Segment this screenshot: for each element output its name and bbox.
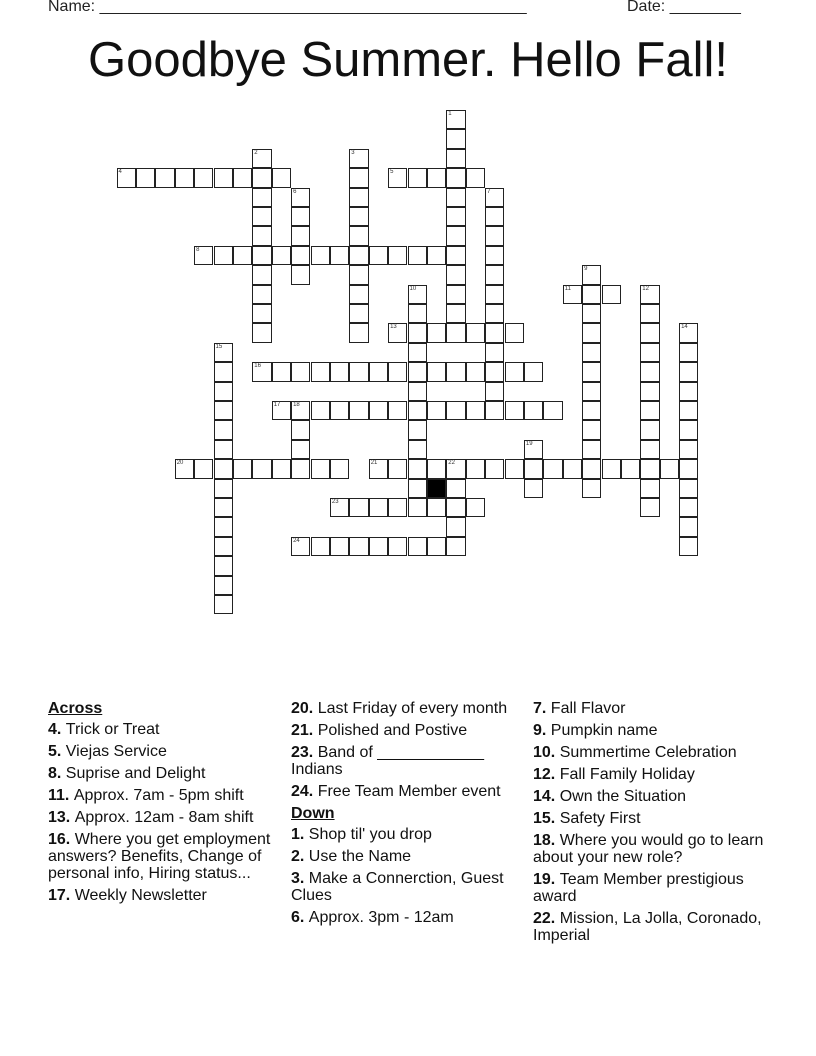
- grid-cell[interactable]: [408, 479, 427, 498]
- grid-cell[interactable]: [388, 498, 407, 517]
- grid-cell[interactable]: [252, 226, 271, 245]
- grid-cell[interactable]: [640, 498, 659, 517]
- grid-cell[interactable]: [427, 323, 446, 342]
- grid-cell[interactable]: [446, 537, 465, 556]
- grid-cell[interactable]: [291, 265, 310, 284]
- grid-cell[interactable]: [543, 459, 562, 478]
- grid-cell[interactable]: [214, 479, 233, 498]
- grid-cell[interactable]: [640, 304, 659, 323]
- page-title: Goodbye Summer. Hello Fall!: [88, 33, 728, 87]
- grid-cell[interactable]: [214, 595, 233, 614]
- clue-item: 22. Mission, La Jolla, Coronado, Imperial: [533, 910, 762, 944]
- grid-cell[interactable]: [446, 129, 465, 148]
- grid-cell[interactable]: [582, 382, 601, 401]
- grid-cell[interactable]: [485, 401, 504, 420]
- grid-cell[interactable]: [466, 459, 485, 478]
- cell-number: 17: [273, 402, 281, 408]
- clue-item: 14. Own the Situation: [533, 788, 686, 805]
- grid-cell[interactable]: [640, 285, 659, 304]
- grid-cell[interactable]: [446, 479, 465, 498]
- grid-cell[interactable]: [349, 265, 368, 284]
- grid-cell[interactable]: [272, 168, 291, 187]
- date-field-label: Date: ________: [627, 0, 741, 15]
- grid-cell[interactable]: [505, 459, 524, 478]
- grid-cell[interactable]: [408, 382, 427, 401]
- cell-number: 15: [215, 343, 223, 350]
- grid-cell[interactable]: [485, 265, 504, 284]
- grid-cell[interactable]: [408, 537, 427, 556]
- grid-cell[interactable]: [679, 323, 698, 342]
- grid-cell[interactable]: [214, 168, 233, 187]
- cell-number: 6: [293, 188, 297, 195]
- grid-cell[interactable]: [291, 226, 310, 245]
- grid-cell[interactable]: [485, 188, 504, 207]
- grid-cell[interactable]: [252, 246, 271, 265]
- clue-item: 1. Shop til' you drop: [291, 826, 432, 843]
- grid-cell[interactable]: [485, 343, 504, 362]
- grid-cell[interactable]: [446, 323, 465, 342]
- grid-cell[interactable]: [233, 246, 252, 265]
- grid-cell[interactable]: [408, 459, 427, 478]
- grid-cell[interactable]: [369, 498, 388, 517]
- grid-cell[interactable]: [485, 323, 504, 342]
- grid-cell[interactable]: [427, 168, 446, 187]
- grid-cell[interactable]: [505, 362, 524, 381]
- clue-item: 20. Last Friday of every month: [291, 700, 508, 717]
- grid-cell[interactable]: [291, 207, 310, 226]
- grid-cell[interactable]: [330, 498, 349, 517]
- grid-cell[interactable]: [214, 556, 233, 575]
- grid-cell[interactable]: [272, 459, 291, 478]
- cell-number: 24: [293, 537, 300, 544]
- grid-cell[interactable]: [272, 401, 291, 420]
- grid-cell[interactable]: [427, 459, 446, 478]
- clue-item: 18. Where you would go to learn about your new role?: [533, 832, 764, 866]
- grid-cell[interactable]: [679, 401, 698, 420]
- grid-cell[interactable]: [311, 362, 330, 381]
- grid-cell[interactable]: [349, 168, 368, 187]
- grid-cell[interactable]: [640, 479, 659, 498]
- down-heading: Down: [291, 805, 335, 822]
- grid-cell[interactable]: [349, 323, 368, 342]
- grid-cell[interactable]: [485, 226, 504, 245]
- grid-cell[interactable]: [388, 246, 407, 265]
- clue-item: 21. Polished and Postive: [291, 722, 468, 739]
- grid-cell[interactable]: [466, 323, 485, 342]
- grid-cell[interactable]: [640, 323, 659, 342]
- grid-cell[interactable]: [272, 246, 291, 265]
- clue-item: 13. Approx. 12am - 8am shift: [48, 809, 254, 826]
- grid-cell[interactable]: [408, 323, 427, 342]
- grid-cell[interactable]: [214, 343, 233, 362]
- grid-cell[interactable]: [388, 537, 407, 556]
- grid-cell[interactable]: [679, 479, 698, 498]
- grid-cell[interactable]: [349, 188, 368, 207]
- grid-cell[interactable]: [679, 382, 698, 401]
- cell-number: 21: [370, 460, 378, 467]
- grid-cell[interactable]: [408, 304, 427, 323]
- grid-cell[interactable]: [582, 401, 601, 420]
- clue-item: 8. Suprise and Delight: [48, 765, 206, 782]
- clue-item: 4. Trick or Treat: [48, 721, 160, 738]
- grid-cell[interactable]: [446, 459, 465, 478]
- name-field-label: Name: ________________________________________________: [48, 0, 527, 15]
- grid-cell[interactable]: [369, 537, 388, 556]
- grid-cell[interactable]: [388, 401, 407, 420]
- grid-cell[interactable]: [330, 459, 349, 478]
- grid-cell[interactable]: [408, 362, 427, 381]
- clue-item: 6. Approx. 3pm - 12am: [291, 909, 454, 926]
- grid-cell[interactable]: [349, 362, 368, 381]
- grid-cell[interactable]: [466, 168, 485, 187]
- grid-cell[interactable]: [582, 479, 601, 498]
- grid-cell[interactable]: [349, 246, 368, 265]
- grid-cell[interactable]: [349, 207, 368, 226]
- grid-cell[interactable]: [446, 149, 465, 168]
- grid-cell[interactable]: [252, 285, 271, 304]
- grid-cell[interactable]: [214, 420, 233, 439]
- grid-cell[interactable]: [582, 343, 601, 362]
- clue-item: 17. Weekly Newsletter: [48, 887, 207, 904]
- grid-cell[interactable]: [252, 188, 271, 207]
- cell-number: 1: [448, 111, 452, 117]
- clue-item: 2. Use the Name: [291, 848, 412, 865]
- grid-cell[interactable]: [505, 401, 524, 420]
- cell-number: 4: [118, 169, 122, 176]
- grid-cell[interactable]: [427, 498, 446, 517]
- cell-number: 16: [254, 363, 261, 370]
- grid-cell[interactable]: [640, 459, 659, 478]
- grid-cell[interactable]: [408, 246, 427, 265]
- grid-cell[interactable]: [563, 285, 582, 304]
- grid-cell[interactable]: [388, 362, 407, 381]
- grid-cell[interactable]: [214, 517, 233, 536]
- grid-cell[interactable]: [485, 459, 504, 478]
- grid-cell[interactable]: [485, 304, 504, 323]
- grid-cell[interactable]: [252, 323, 271, 342]
- cell-number: 2: [254, 149, 258, 156]
- cell-number: 20: [176, 460, 184, 467]
- grid-cell[interactable]: [369, 459, 388, 478]
- grid-cell[interactable]: [621, 459, 640, 478]
- cell-number: 3: [351, 149, 355, 156]
- grid-cell[interactable]: [446, 517, 465, 536]
- clue-item: 11. Approx. 7am - 5pm shift: [48, 787, 244, 804]
- grid-cell[interactable]: [252, 265, 271, 284]
- grid-cell[interactable]: [252, 304, 271, 323]
- grid-cell[interactable]: [408, 420, 427, 439]
- cell-number: 10: [409, 285, 417, 292]
- grid-cell[interactable]: [660, 459, 679, 478]
- grid-cell[interactable]: [408, 343, 427, 362]
- grid-cell[interactable]: [427, 362, 446, 381]
- cell-number: 9: [584, 266, 588, 273]
- grid-cell[interactable]: [330, 246, 349, 265]
- clue-item: 5. Viejas Service: [48, 743, 167, 760]
- grid-cell[interactable]: [446, 401, 465, 420]
- grid-cell[interactable]: [679, 459, 698, 478]
- grid-cell[interactable]: [466, 362, 485, 381]
- grid-cell[interactable]: [679, 420, 698, 439]
- grid-cell[interactable]: [252, 149, 271, 168]
- grid-cell[interactable]: [485, 285, 504, 304]
- grid-cell[interactable]: [214, 537, 233, 556]
- grid-cell[interactable]: [563, 459, 582, 478]
- grid-cell[interactable]: [291, 537, 310, 556]
- grid-cell[interactable]: [505, 323, 524, 342]
- grid-cell[interactable]: [446, 285, 465, 304]
- grid-cell[interactable]: [349, 304, 368, 323]
- grid-cell[interactable]: [311, 246, 330, 265]
- cell-number: 11: [564, 285, 571, 292]
- grid-cell[interactable]: [194, 459, 213, 478]
- grid-cell[interactable]: [311, 401, 330, 420]
- grid-cell[interactable]: [291, 459, 310, 478]
- black-cell: [427, 479, 446, 498]
- grid-cell[interactable]: [252, 362, 271, 381]
- grid-cell[interactable]: [582, 420, 601, 439]
- grid-cell[interactable]: [582, 440, 601, 459]
- clue-item: 23. Band of ____________ Indians: [291, 744, 485, 778]
- grid-cell[interactable]: [330, 362, 349, 381]
- grid-cell[interactable]: [175, 459, 194, 478]
- grid-cell[interactable]: [679, 498, 698, 517]
- grid-cell[interactable]: [349, 285, 368, 304]
- grid-cell[interactable]: [291, 401, 310, 420]
- grid-cell[interactable]: [349, 149, 368, 168]
- grid-cell[interactable]: [524, 479, 543, 498]
- grid-cell[interactable]: [214, 362, 233, 381]
- grid-cell[interactable]: [524, 401, 543, 420]
- grid-cell[interactable]: [214, 459, 233, 478]
- grid-cell[interactable]: [446, 362, 465, 381]
- grid-cell[interactable]: [369, 362, 388, 381]
- grid-cell[interactable]: [388, 168, 407, 187]
- grid-cell[interactable]: [388, 323, 407, 342]
- grid-cell[interactable]: [543, 401, 562, 420]
- grid-cell[interactable]: [640, 382, 659, 401]
- clue-item: 24. Free Team Member event: [291, 783, 501, 800]
- grid-cell[interactable]: [291, 440, 310, 459]
- grid-cell[interactable]: [155, 168, 174, 187]
- grid-cell[interactable]: [369, 401, 388, 420]
- grid-cell[interactable]: [446, 168, 465, 187]
- grid-cell[interactable]: [214, 401, 233, 420]
- grid-cell[interactable]: [679, 537, 698, 556]
- grid-cell[interactable]: [252, 168, 271, 187]
- cell-number: 8: [196, 246, 200, 253]
- grid-cell[interactable]: [582, 304, 601, 323]
- grid-cell[interactable]: [408, 168, 427, 187]
- grid-cell[interactable]: [602, 459, 621, 478]
- grid-cell[interactable]: [602, 285, 621, 304]
- cell-number: 7: [487, 188, 491, 195]
- grid-cell[interactable]: [427, 537, 446, 556]
- grid-cell[interactable]: [194, 168, 213, 187]
- cell-number: 22: [448, 460, 455, 467]
- grid-cell[interactable]: [194, 246, 213, 265]
- clue-item: 3. Make a Connerction, Guest Clues: [291, 870, 504, 904]
- grid-cell[interactable]: [175, 168, 194, 187]
- grid-cell[interactable]: [233, 168, 252, 187]
- grid-cell[interactable]: [446, 246, 465, 265]
- cell-number: 13: [390, 324, 397, 331]
- grid-cell[interactable]: [291, 362, 310, 381]
- grid-cell[interactable]: [388, 459, 407, 478]
- grid-cell[interactable]: [485, 382, 504, 401]
- cell-number: 12: [642, 285, 649, 292]
- clue-item: 9. Pumpkin name: [533, 722, 658, 739]
- grid-cell[interactable]: [485, 362, 504, 381]
- grid-cell[interactable]: [524, 362, 543, 381]
- grid-cell[interactable]: [214, 440, 233, 459]
- grid-cell[interactable]: [117, 168, 136, 187]
- cell-number: 5: [390, 169, 394, 176]
- grid-cell[interactable]: [349, 498, 368, 517]
- grid-cell[interactable]: [679, 517, 698, 536]
- grid-cell[interactable]: [408, 285, 427, 304]
- grid-cell[interactable]: [446, 498, 465, 517]
- clues-column-1: [48, 700, 278, 909]
- grid-cell[interactable]: [349, 226, 368, 245]
- grid-cell[interactable]: [408, 440, 427, 459]
- grid-cell[interactable]: [466, 401, 485, 420]
- grid-cell[interactable]: [446, 265, 465, 284]
- grid-cell[interactable]: [427, 246, 446, 265]
- grid-cell[interactable]: [369, 246, 388, 265]
- grid-cell[interactable]: [349, 537, 368, 556]
- grid-cell[interactable]: [524, 459, 543, 478]
- grid-cell[interactable]: [252, 207, 271, 226]
- grid-cell[interactable]: [446, 188, 465, 207]
- grid-cell[interactable]: [485, 246, 504, 265]
- grid-cell[interactable]: [214, 498, 233, 517]
- cell-number: 19: [525, 440, 533, 447]
- grid-cell[interactable]: [233, 459, 252, 478]
- grid-cell[interactable]: [291, 188, 310, 207]
- grid-cell[interactable]: [291, 246, 310, 265]
- grid-cell[interactable]: [311, 537, 330, 556]
- grid-cell[interactable]: [640, 420, 659, 439]
- grid-cell[interactable]: [272, 362, 291, 381]
- clue-item: 15. Safety First: [533, 810, 641, 827]
- grid-cell[interactable]: [349, 401, 368, 420]
- clues-column-3: [533, 700, 773, 949]
- grid-cell[interactable]: [330, 537, 349, 556]
- grid-cell[interactable]: [446, 207, 465, 226]
- grid-cell[interactable]: [214, 246, 233, 265]
- grid-cell[interactable]: [214, 576, 233, 595]
- grid-cell[interactable]: [485, 207, 504, 226]
- grid-cell[interactable]: [446, 226, 465, 245]
- grid-cell[interactable]: [311, 459, 330, 478]
- grid-cell[interactable]: [679, 440, 698, 459]
- grid-cell[interactable]: [446, 304, 465, 323]
- clues-column-2: [291, 700, 521, 931]
- across-heading: Across: [48, 700, 103, 717]
- clue-item: 7. Fall Flavor: [533, 700, 626, 717]
- grid-cell[interactable]: [640, 362, 659, 381]
- cell-number: 23: [331, 499, 339, 505]
- cell-number: 14: [681, 324, 688, 331]
- grid-cell[interactable]: [291, 420, 310, 439]
- grid-cell[interactable]: [679, 343, 698, 362]
- clue-item: 10. Summertime Celebration: [533, 744, 737, 761]
- grid-cell[interactable]: [466, 498, 485, 517]
- grid-cell[interactable]: [582, 362, 601, 381]
- grid-cell[interactable]: [408, 401, 427, 420]
- clue-item: 16. Where you get employment answers? Benefits, Change of personal info, Hiring status...: [48, 831, 271, 882]
- grid-cell[interactable]: [582, 285, 601, 304]
- grid-cell[interactable]: [582, 459, 601, 478]
- grid-cell[interactable]: [640, 343, 659, 362]
- grid-cell[interactable]: [640, 440, 659, 459]
- grid-cell[interactable]: [427, 401, 446, 420]
- grid-cell[interactable]: [136, 168, 155, 187]
- clue-item: 19. Team Member prestigious award: [533, 871, 744, 905]
- grid-cell[interactable]: [679, 362, 698, 381]
- grid-cell[interactable]: [582, 265, 601, 284]
- grid-cell[interactable]: [582, 323, 601, 342]
- clue-item: 12. Fall Family Holiday: [533, 766, 695, 783]
- grid-cell[interactable]: [330, 401, 349, 420]
- grid-cell[interactable]: [214, 382, 233, 401]
- grid-cell[interactable]: [408, 498, 427, 517]
- cell-number: 18: [293, 402, 300, 408]
- grid-cell[interactable]: [640, 401, 659, 420]
- grid-cell[interactable]: [446, 110, 465, 129]
- grid-cell[interactable]: [524, 440, 543, 459]
- grid-cell[interactable]: [252, 459, 271, 478]
